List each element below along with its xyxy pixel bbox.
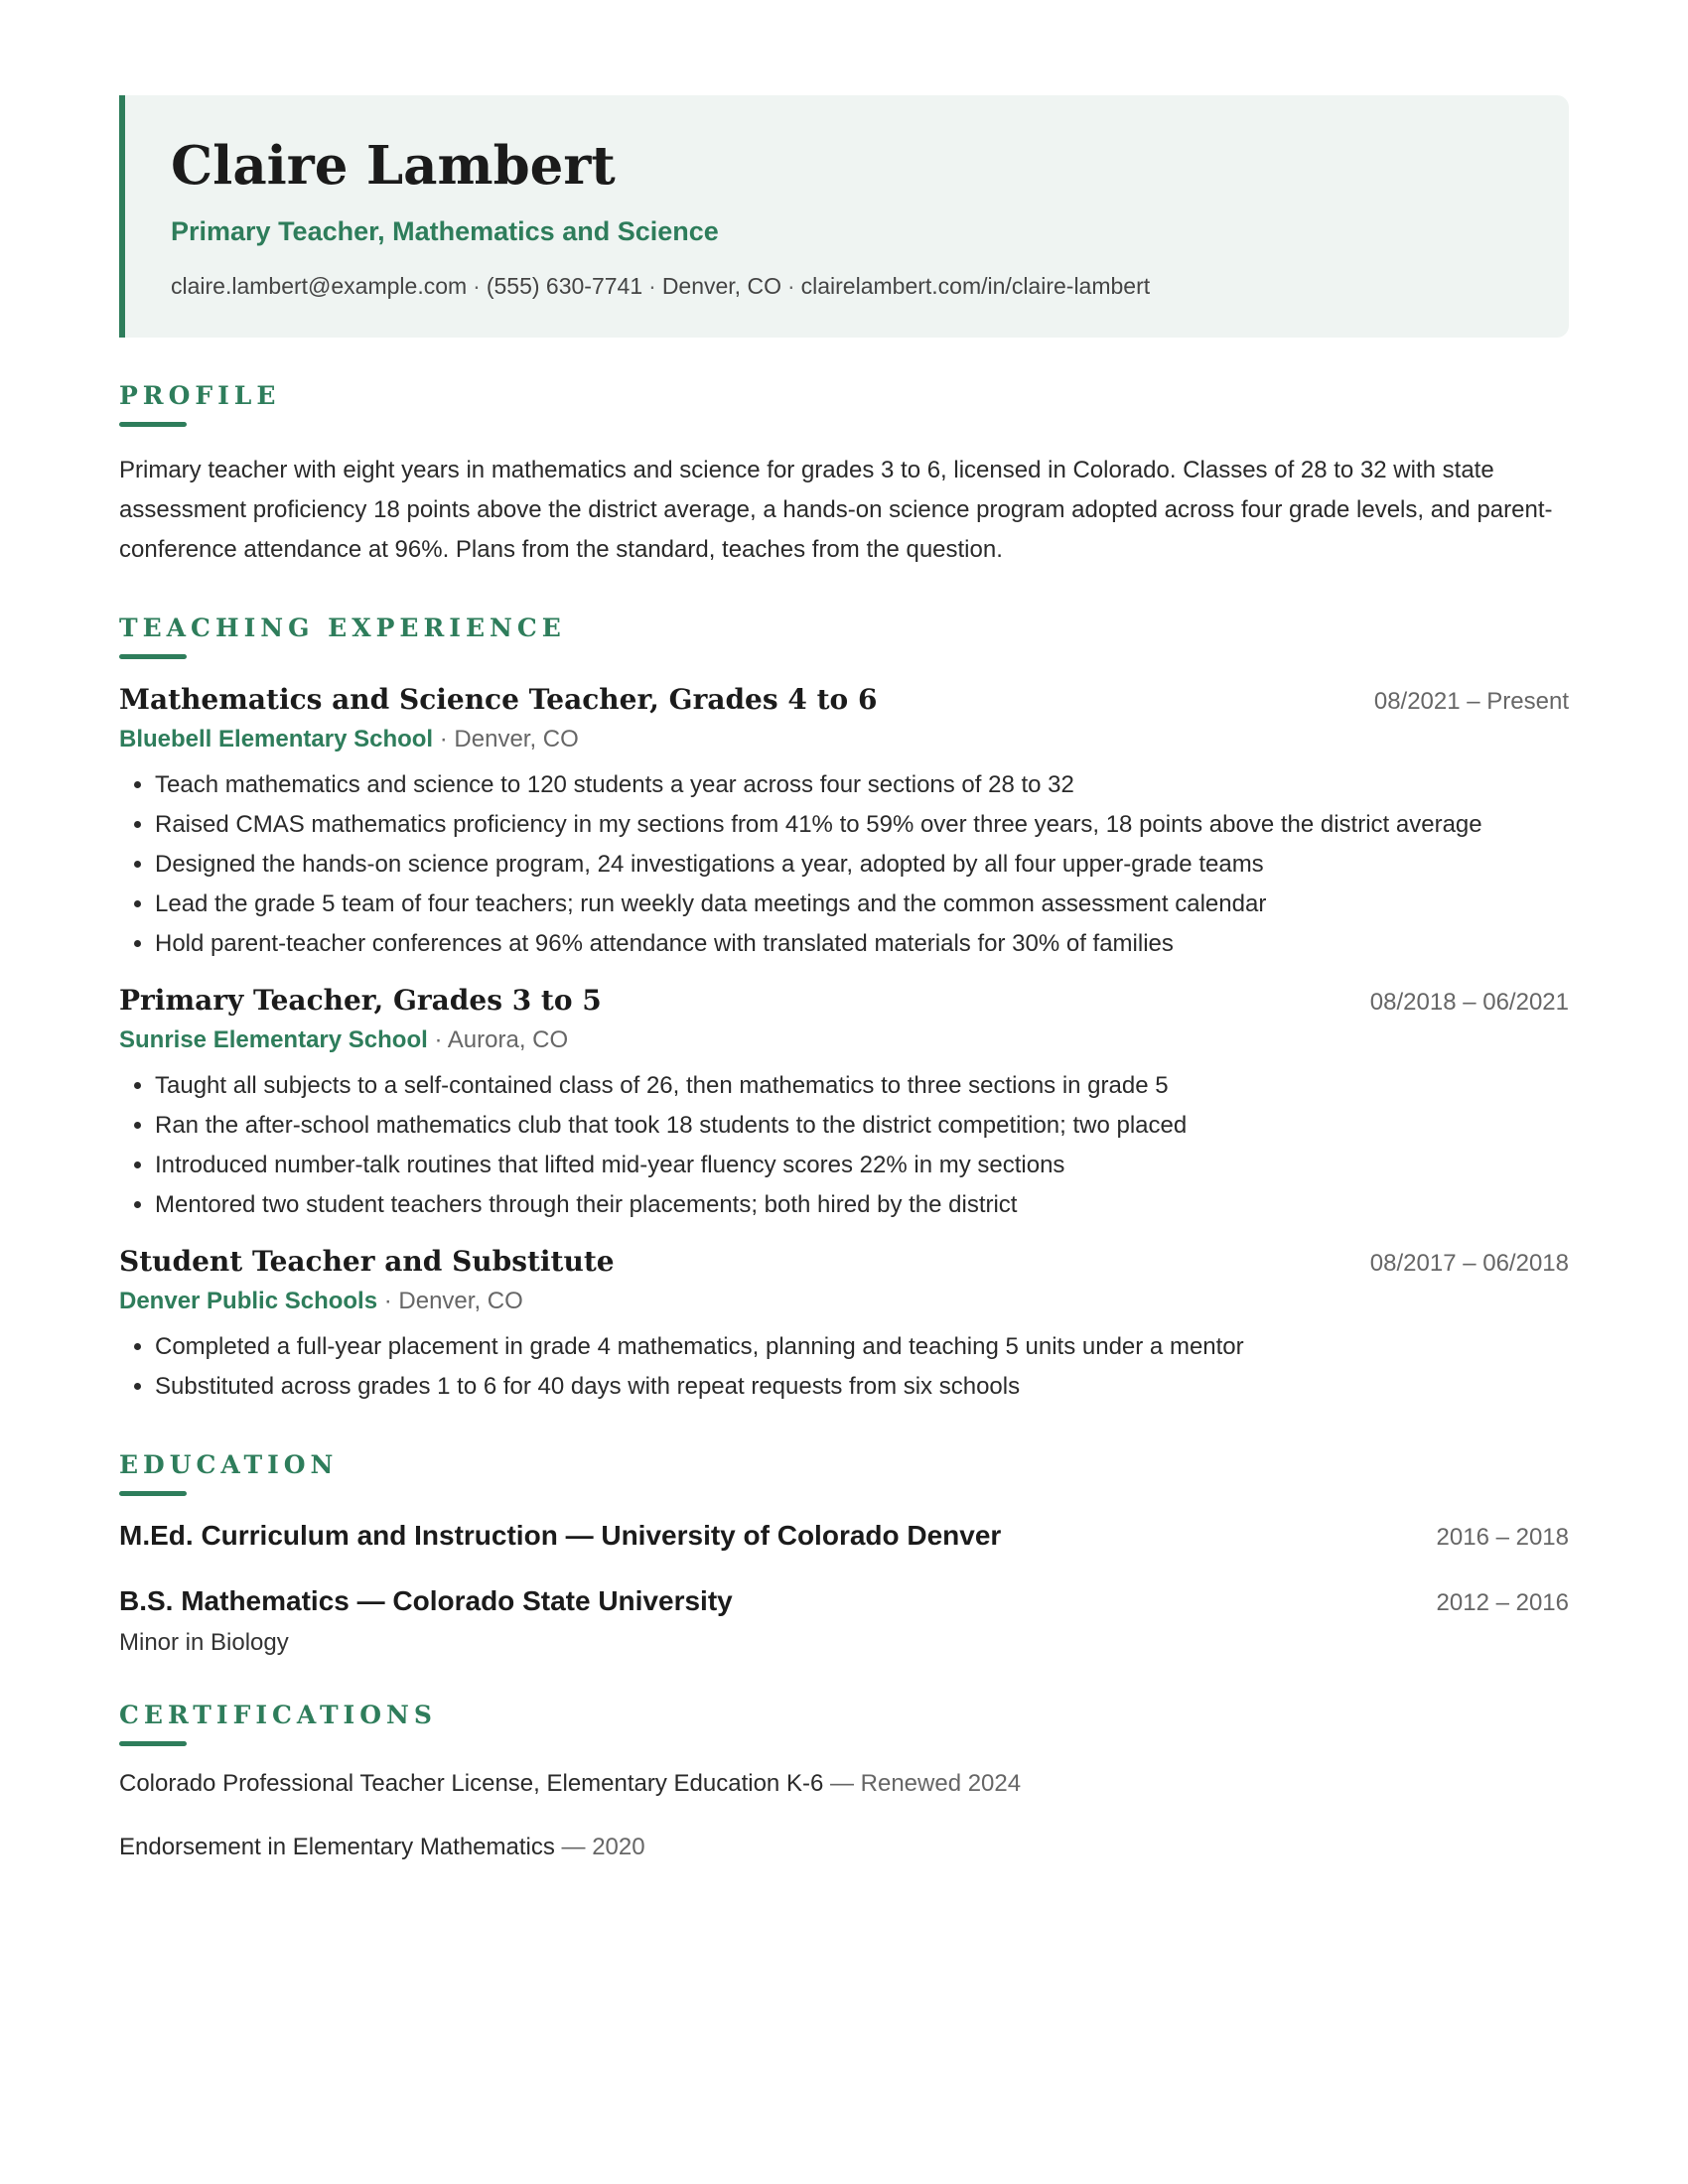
degree-title: B.S. Mathematics — Colorado State University — [119, 1585, 733, 1617]
profile-text: Primary teacher with eight years in mathematics and science for grades 3 to 6, licensed in Colorado. Classes of 28 to 32 with state assessment proficiency 18 points above the district average, a hands-on science program adopted across four grade levels, and parent-conference attendance at 96%. Plans from the standard, teaches from the question. — [119, 457, 1553, 564]
profile-section — [119, 381, 1569, 570]
candidate-role: Primary Teacher, Mathematics and Science — [171, 216, 719, 247]
bullet-item: • Lead the grade 5 team of four teachers; run weekly data meetings and the common assessment calendar — [155, 885, 1569, 924]
job-entry — [119, 683, 1569, 964]
separator: · — [786, 273, 795, 300]
certification-name: Endorsement in Elementary Mathematics — [119, 1834, 555, 1861]
bullet-item: • Taught all subjects to a self-contained class of 26, then mathematics to three sections in grade 5 — [155, 1066, 1569, 1106]
bullet-item: • Hold parent-teacher conferences at 96% attendance with translated materials for 30% of families — [155, 924, 1569, 964]
education-dates: 2012 – 2016 — [1436, 1589, 1569, 1617]
education-entry — [119, 1585, 1569, 1617]
job-dates: 08/2018 – 06/2021 — [1369, 989, 1569, 1017]
section-rule — [119, 1741, 187, 1746]
bullet-item: • Ran the after-school mathematics club that took 18 students to the district competition; two placed — [155, 1106, 1569, 1146]
certification-name: Colorado Professional Teacher License, Elementary Education K-6 — [119, 1770, 824, 1798]
education-note: Minor in Biology — [119, 1629, 289, 1657]
resume-header — [119, 95, 1569, 338]
email-link[interactable]: claire.lambert@example.com — [171, 273, 468, 300]
bullet-item: • Teach mathematics and science to 120 students a year across four sections of 28 to 32 — [155, 765, 1569, 805]
employer: Denver Public Schools — [119, 1288, 378, 1315]
employer: Sunrise Elementary School — [119, 1026, 428, 1054]
separator: · — [473, 273, 481, 300]
certification-entry — [119, 1770, 1569, 1798]
certification-entry — [119, 1834, 1569, 1861]
separator: · — [427, 1026, 448, 1054]
section-rule — [119, 422, 187, 427]
employer: Bluebell Elementary School — [119, 726, 434, 753]
separator: · — [648, 273, 656, 300]
job-title: Mathematics and Science Teacher, Grades 4 to 6 — [119, 683, 878, 717]
section-title-profile: PROFILE — [119, 381, 281, 411]
job-dates: 08/2021 – Present — [1373, 688, 1569, 716]
experience-section — [119, 614, 1569, 1407]
phone-number: (555) 630-7741 — [486, 273, 643, 300]
job-location: Denver, CO — [454, 726, 579, 753]
bullet-item: • Raised CMAS mathematics proficiency in my sections from 41% to 59% over three years, 18 points above the district average — [155, 805, 1569, 845]
education-dates: 2016 – 2018 — [1436, 1524, 1569, 1552]
candidate-name: Claire Lambert — [171, 135, 616, 197]
section-title-experience: TEACHING EXPERIENCE — [119, 614, 566, 643]
bullet-item: • Introduced number-talk routines that lifted mid-year fluency scores 22% in my sections — [155, 1146, 1569, 1185]
bullet-item: • Designed the hands-on science program, 24 investigations a year, adopted by all four upper-grade teams — [155, 845, 1569, 885]
job-dates: 08/2017 – 06/2018 — [1369, 1250, 1569, 1278]
job-entry — [119, 1245, 1569, 1407]
job-location: Aurora, CO — [447, 1026, 569, 1054]
job-bullets — [119, 1327, 1569, 1407]
bullet-item: • Mentored two student teachers through their placements; both hired by the district — [155, 1185, 1569, 1225]
certification-detail: — Renewed 2024 — [829, 1770, 1022, 1798]
contact-line — [171, 273, 1529, 300]
bullet-item: • Completed a full-year placement in grade 4 mathematics, planning and teaching 5 units under a mentor — [155, 1327, 1569, 1367]
bullet-item: • Substituted across grades 1 to 6 for 40 days with repeat requests from six schools — [155, 1367, 1569, 1407]
website-link[interactable]: clairelambert.com/in/claire-lambert — [800, 273, 1151, 300]
section-rule — [119, 1491, 187, 1496]
section-title-certifications: CERTIFICATIONS — [119, 1701, 437, 1730]
section-title-education: EDUCATION — [119, 1450, 339, 1480]
location: Denver, CO — [661, 273, 781, 300]
section-rule — [119, 654, 187, 659]
education-entry — [119, 1520, 1569, 1552]
job-title: Primary Teacher, Grades 3 to 5 — [119, 984, 602, 1018]
separator: · — [377, 1288, 399, 1315]
job-bullets — [119, 1066, 1569, 1225]
job-location: Denver, CO — [398, 1288, 523, 1315]
job-bullets — [119, 765, 1569, 964]
education-section — [119, 1450, 1569, 1657]
certifications-section — [119, 1701, 1569, 1861]
degree-title: M.Ed. Curriculum and Instruction — University of Colorado Denver — [119, 1520, 1002, 1552]
certification-detail: — 2020 — [561, 1834, 645, 1861]
job-entry — [119, 984, 1569, 1225]
job-title: Student Teacher and Substitute — [119, 1245, 615, 1279]
separator: · — [433, 726, 455, 753]
